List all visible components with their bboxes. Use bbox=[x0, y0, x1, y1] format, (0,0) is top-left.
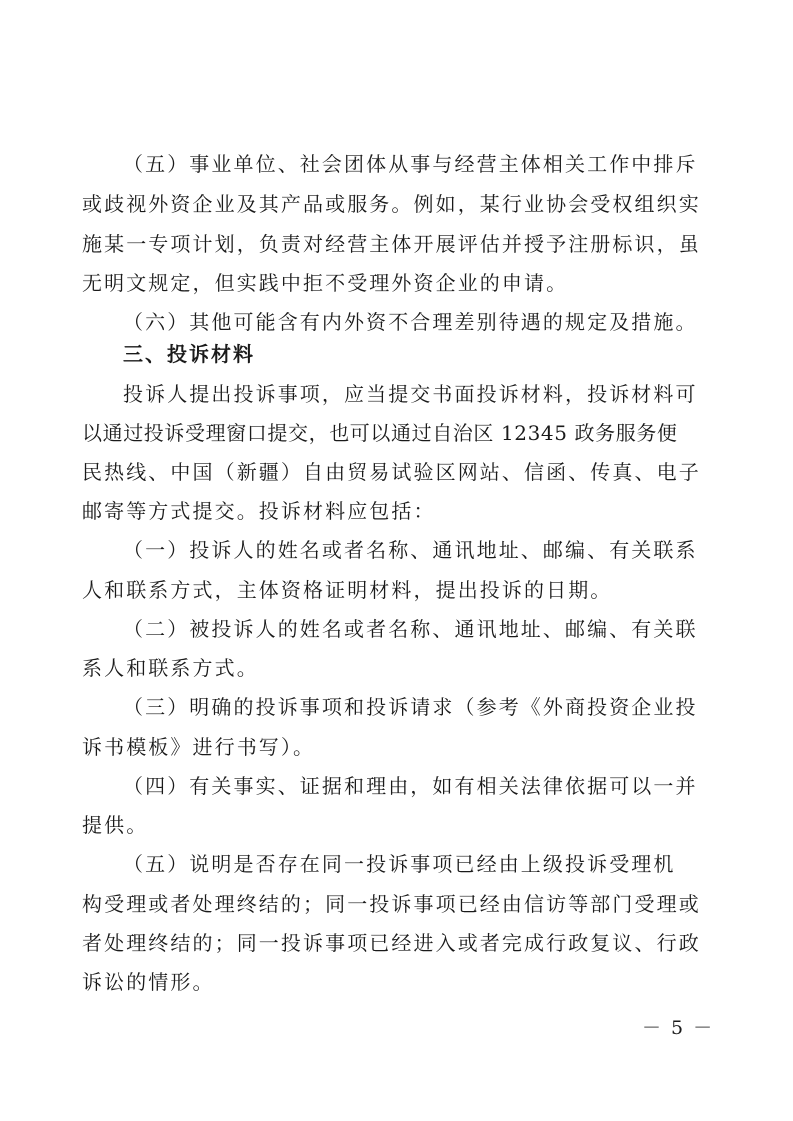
paragraph-line: （五）说明是否存在同一投诉事项已经由上级投诉受理机 bbox=[123, 852, 676, 876]
paragraph-line: （六）其他可能含有内外资不合理差别待遇的规定及措施。 bbox=[123, 310, 698, 334]
paragraph-line: （一）投诉人的姓名或者名称、通讯地址、邮编、有关联系 bbox=[123, 538, 698, 562]
paragraph-line: 提供。 bbox=[82, 813, 149, 837]
paragraph-line: 民热线、中国（新疆）自由贸易试验区网站、信函、传真、电子 bbox=[82, 460, 701, 484]
paragraph-line: 投诉人提出投诉事项，应当提交书面投诉材料，投诉材料可 bbox=[123, 382, 698, 406]
paragraph-line: 诉书模板》进行书写）。 bbox=[82, 735, 316, 759]
paragraph-line: 或歧视外资企业及其产品或服务。例如，某行业协会受权组织实 bbox=[82, 192, 701, 216]
paragraph-line: 构受理或者处理终结的；同一投诉事项已经由信访等部门受理或 bbox=[82, 892, 701, 916]
paragraph-line: 者处理终结的；同一投诉事项已经进入或者完成行政复议、行政 bbox=[82, 931, 701, 955]
paragraph-line: （四）有关事实、证据和理由，如有相关法律依据可以一并 bbox=[123, 774, 698, 798]
page-number: － 5 － bbox=[642, 1017, 715, 1039]
paragraph-line: （五）事业单位、社会团体从事与经营主体相关工作中排斥 bbox=[123, 152, 698, 176]
paragraph-line: 以通过投诉受理窗口提交，也可以通过自治区 12345 政务服务便 bbox=[82, 421, 678, 445]
paragraph-line: 系人和联系方式。 bbox=[82, 656, 259, 680]
paragraph-line: 诉讼的情形。 bbox=[82, 970, 215, 994]
section-heading: 三、投诉材料 bbox=[123, 342, 255, 366]
paragraph-line: （三）明确的投诉事项和投诉请求（参考《外商投资企业投 bbox=[123, 695, 698, 719]
paragraph-line: 无明文规定，但实践中拒不受理外资企业的申请。 bbox=[82, 271, 569, 295]
paragraph-line: 邮寄等方式提交。投诉材料应包括： bbox=[82, 499, 436, 523]
paragraph-line: 人和联系方式，主体资格证明材料，提出投诉的日期。 bbox=[82, 578, 613, 602]
paragraph-line: （二）被投诉人的姓名或者名称、通讯地址、邮编、有关联 bbox=[123, 617, 698, 641]
paragraph-line: 施某一专项计划，负责对经营主体开展评估并授予注册标识，虽 bbox=[82, 232, 701, 256]
